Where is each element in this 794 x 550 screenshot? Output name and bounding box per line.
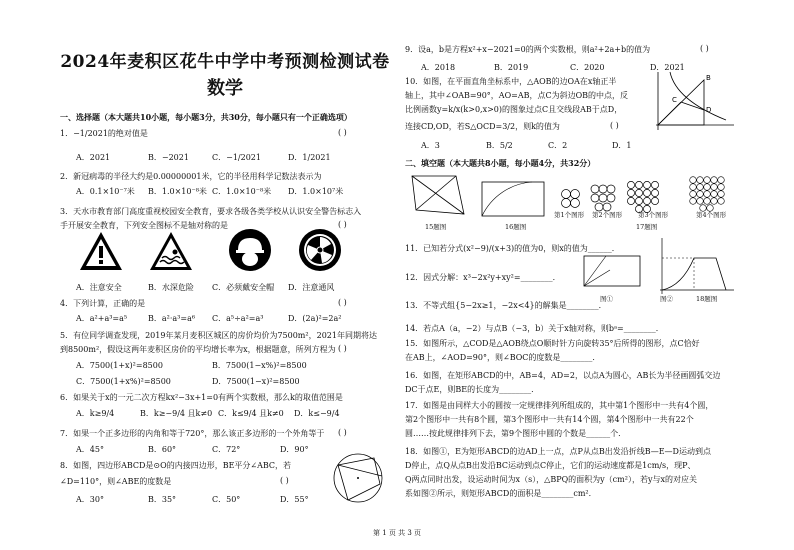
option-d: D．55°	[280, 495, 309, 504]
question-10-line-3: 比例函数y=k/x(k>0,x>0)的图象过点C且交线段AB于点D，	[405, 105, 623, 114]
section-fill-heading: 二、填空题（本大题共8小题，每小题4分，共32分）	[405, 158, 596, 168]
fig17-caption-3: 第3个图形	[638, 211, 669, 219]
fig17-caption-4: 第4个图形	[696, 211, 727, 219]
question-15-line-2: 在AB上，∠AOD=90°，则∠BOC的度数是________．	[405, 353, 601, 362]
option-c: C．1.0×10⁻⁸米	[212, 187, 272, 196]
option-c: C．k≤9/4 且k≠0	[218, 409, 284, 418]
question-5-line-1: 5．有位同学调查发现，2019年某月麦积区城区的房价均价为7500m²，2021年同期将达	[60, 331, 377, 340]
fig17-pattern-4	[688, 175, 736, 215]
question-16-line-1: 16．如图，在矩形ABCD的中，AB=4，AD=2，以点A为圆心，AB长为半径画圆弧交边	[405, 371, 721, 380]
option-d: D．注意通风	[288, 283, 335, 292]
answer-bracket: ( )	[338, 428, 347, 437]
option-d: D．(2a)²=2a²	[288, 314, 342, 323]
answer-bracket: ( )	[338, 128, 347, 137]
option-b: B．35°	[148, 495, 177, 504]
option-b: B．k≥−9/4 且k≠0	[140, 409, 213, 418]
option-a: A．k≥9/4	[76, 409, 115, 418]
fig18-graph-figure	[654, 236, 736, 296]
page-title: 2024年麦积区花牛中学中考预测检测试卷	[60, 52, 390, 72]
question-13: 13．不等式组{5−2x≥1，−2x<4}的解集是________．	[405, 301, 607, 310]
answer-bracket: ( )	[338, 220, 347, 229]
option-b: B．5/2	[486, 141, 513, 150]
option-d: D．1	[612, 141, 632, 150]
question-4: 4．下列计算，正确的是	[60, 299, 146, 308]
question-18-line-2: D停止，点Q从点B出发沿BC运动到点C停止，它们的运动速度都是1cm/s，现P、	[405, 461, 696, 470]
option-c: C．2	[548, 141, 568, 150]
svg-text:C: C	[672, 96, 677, 104]
option-d: D．1/2021	[288, 153, 331, 162]
answer-bracket: ( )	[610, 121, 619, 130]
section-choice-heading: 一、选择题（本大题共10小题，每小题3分，共30分，每小题只有一个正确选项）	[60, 112, 352, 122]
option-d: D．2021	[650, 63, 685, 72]
option-a: A．注意安全	[76, 283, 122, 292]
option-a: A．2018	[421, 63, 456, 72]
question-3-line-1: 3．天水市教育部门高度重视校园安全教育，要求各级各类学校从认识安全警告标志入	[60, 207, 362, 216]
option-a: A．0.1×10⁻⁷米	[76, 187, 135, 196]
option-a: A．30°	[76, 495, 104, 504]
svg-text:B: B	[706, 74, 711, 82]
option-a: A．a²+a³=a⁵	[76, 314, 128, 323]
question-1: 1．−1/2021的绝对值是	[60, 129, 148, 138]
fig16-figure	[478, 176, 548, 220]
option-c: C．−1/2021	[212, 153, 261, 162]
option-c: C．72°	[212, 445, 241, 454]
question-6: 6．如果关于x的一元二次方程kx²−3x+1=0有两个实数根，那么k的取值范围是	[60, 393, 343, 402]
question-9: 9．设a，b是方程x²+x−2021=0的两个实数根，则a²+2a+b的值为	[405, 45, 651, 54]
question-5-line-2: 到8500m²，假设这两年麦积区房价的平均增长率为x，根据题意，所列方程为	[60, 345, 336, 354]
fig17-pattern-2	[589, 184, 619, 212]
answer-bracket: ( )	[700, 44, 709, 53]
question-15-line-1: 15．如图所示，△COD是△AOB绕点O顺时针方向旋转35°后所得的图形，点C恰好	[405, 339, 700, 348]
question-18-line-4: 系如图②所示，则矩形ABCD的面积是________cm²．	[405, 489, 597, 498]
fig17-caption-1: 第1个图形	[554, 211, 585, 219]
option-a: A．45°	[76, 445, 104, 454]
answer-bracket: ( )	[338, 344, 347, 353]
fig18-main-caption: 18题图	[696, 295, 718, 303]
fig15-caption: 15题图	[425, 223, 447, 231]
option-c: C．7500(1+x%)²=8500	[76, 377, 171, 386]
option-d: D．1.0×10⁷米	[288, 187, 344, 196]
question-17-line-3: 圆……按此规律排列下去，第9个图形中圆的个数是______个．	[405, 429, 627, 438]
fig17-main-caption: 17题图	[636, 223, 658, 231]
option-d: D．90°	[280, 445, 309, 454]
question-18-line-3: Q两点同时出发，设运动时间为x（s），△BPQ的面积为y（cm²），若y与x的对应关	[405, 475, 697, 484]
helmet-sign-icon	[228, 228, 272, 272]
question-14: 14．若点A（a，−2）与点B（−3，b）关于x轴对称，则bᵃ=________．	[405, 324, 664, 333]
svg-text:D: D	[706, 106, 712, 114]
option-b: B．7500(1−x%)²=8500	[212, 361, 307, 370]
deep-water-sign-icon	[148, 230, 194, 272]
question-10-line-1: 10．如图，在平面直角坐标系中，△AOB的边OA在x轴正半	[405, 77, 617, 86]
option-a: A．3	[421, 141, 440, 150]
fig17-pattern-1	[560, 188, 582, 210]
question-3-line-2: 手开展安全教育，下列安全图标不是轴对称的是	[60, 221, 228, 230]
option-b: B．60°	[148, 445, 177, 454]
option-b: B．a²·a³=a⁶	[148, 314, 196, 323]
option-b: B．−2021	[148, 153, 189, 162]
option-c: C．50°	[212, 495, 241, 504]
question-12: 12．因式分解：x³−2x²y+xy²=________．	[405, 273, 561, 282]
question-7: 7．如果一个正多边形的内角和等于720°，那么该正多边形的一个外角等于	[60, 429, 325, 438]
question-17-line-1: 17．如图是由同样大小的圆按一定规律排列所组成的，其中第1个图形中一共有4个圆，	[405, 401, 714, 410]
option-c: C．2020	[570, 63, 605, 72]
question-10-line-2: 轴上，其中∠OAB=90°，AO=AB，点C为斜边OB的中点，反	[405, 91, 629, 100]
option-b: B．2019	[494, 63, 529, 72]
option-d: D．k≤−9/4	[294, 409, 340, 418]
option-b: B．水深危险	[148, 283, 194, 292]
question-8-line-1: 8．如图，四边形ABCD是⊙O的内接四边形，BE平分∠ABC，若	[60, 461, 292, 470]
caution-sign-icon	[78, 230, 124, 272]
question-11: 11．已知若分式(x²−9)/(x+3)的值为0，则x的值为______．	[405, 244, 620, 253]
option-d: D．7500(1−x)²=8500	[212, 377, 300, 386]
page-subtitle: 数学	[207, 78, 243, 99]
q10-coordinate-figure	[646, 70, 736, 132]
answer-bracket: ( )	[338, 298, 347, 307]
fig15-figure	[408, 172, 472, 222]
question-18-line-1: 18．如图①，E为矩形ABCD的边AD上一点，点P从点B出发沿折线B—E—D运动到点	[405, 447, 711, 456]
answer-bracket: ( )	[280, 476, 289, 485]
option-a: A．2021	[76, 153, 111, 162]
question-8-line-2: ∠D=110°，则∠ABE的度数是	[60, 477, 172, 486]
fig18-rectangle-figure	[580, 252, 644, 292]
question-2: 2．新冠病毒的半径大约是0.00000001米，它的半径用科学记数法表示为	[60, 172, 322, 181]
question-16-line-2: DC于点E，则BE的长度为________．	[405, 385, 540, 394]
fig17-pattern-3	[625, 180, 665, 214]
question-17-line-2: 第2个图形中一共有8个圆，第3个图形中一共有14个圆，第4个图形中一共有22个	[405, 415, 694, 424]
fig16-caption: 16题图	[505, 223, 527, 231]
page-footer: 第 1 页 共 3 页	[372, 529, 422, 537]
ventilation-sign-icon	[298, 228, 342, 272]
option-b: B．1.0×10⁻⁸米	[148, 187, 207, 196]
option-c: C．a⁵÷a²=a³	[212, 314, 264, 323]
option-c: C．必须戴安全帽	[212, 283, 275, 292]
fig18-caption-1: 图①	[600, 295, 613, 303]
fig18-caption-2: 图②	[660, 295, 673, 303]
question-10-line-4: 连接CD,OD，若S△OCD=3/2，则k的值为	[405, 122, 560, 131]
option-a: A．7500(1+x)²=8500	[76, 361, 163, 370]
fig17-caption-2: 第2个图形	[592, 211, 623, 219]
q8-circle-figure	[330, 450, 386, 506]
